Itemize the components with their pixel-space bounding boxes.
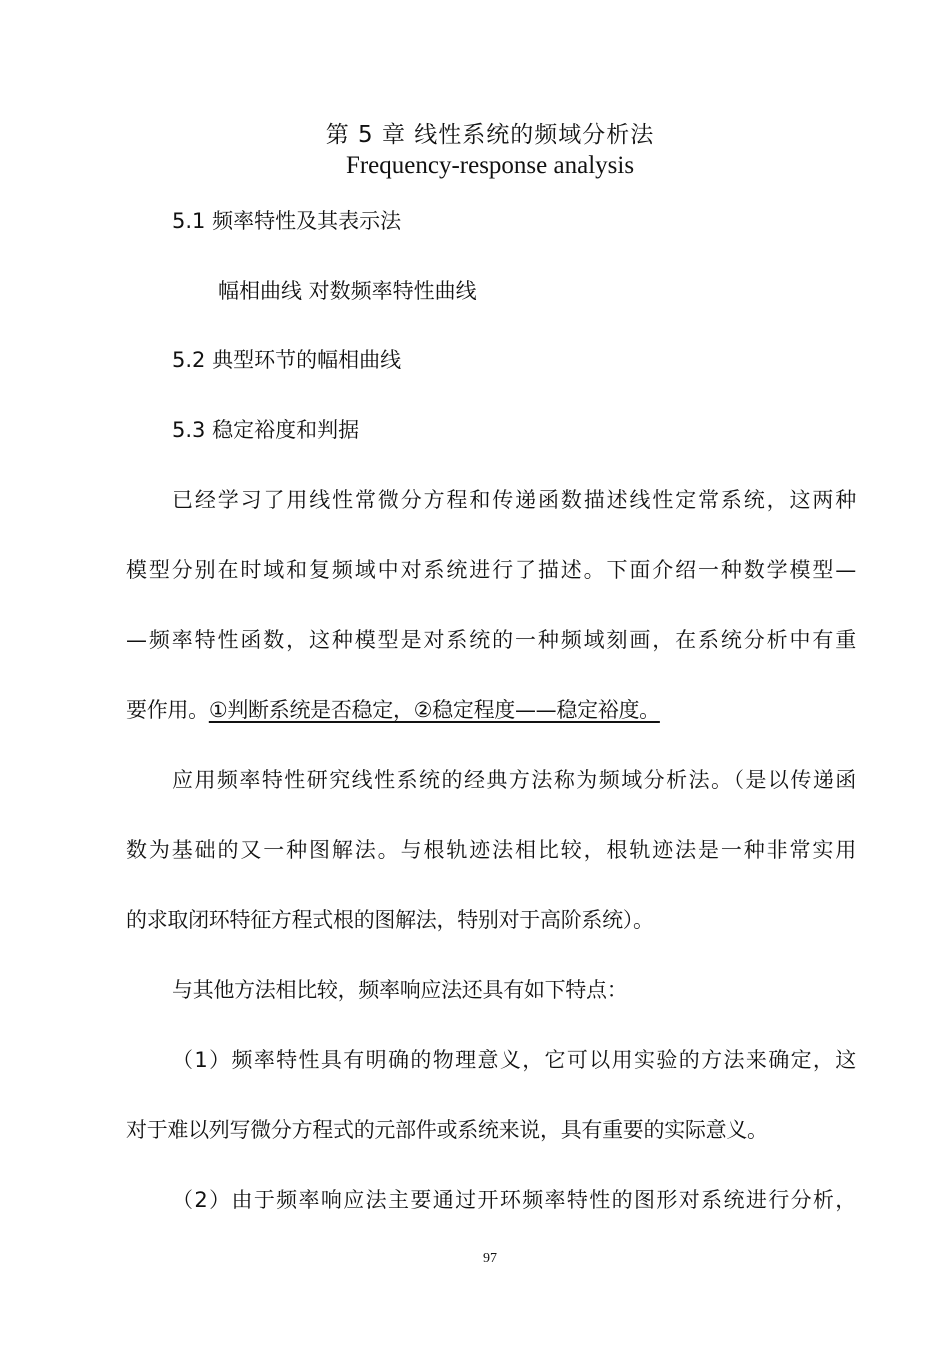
paragraph-line: 与其他方法相比较，频率响应法还具有如下特点： (172, 978, 628, 1002)
section-heading-5-1: 5.1 频率特性及其表示法 (172, 209, 402, 233)
chapter-title-english: Frequency-response analysis (345, 152, 635, 179)
paragraph-line: —频率特性函数，这种模型是对系统的一种频域刻画，在系统分析中有重 (126, 628, 856, 652)
underlined-key-points: ①判断系统是否稳定，②稳定程度——稳定裕度。 (208, 698, 660, 722)
section-heading-5-2: 5.2 典型环节的幅相曲线 (172, 348, 402, 372)
page-number: 97 (483, 1251, 497, 1266)
paragraph-line: 对于难以列写微分方程式的元部件或系统来说，具有重要的实际意义。 (126, 1118, 768, 1142)
paragraph-line (126, 694, 856, 724)
paragraph-line: 的求取闭环特征方程式根的图解法，特别对于高阶系统）。 (126, 908, 654, 932)
paragraph-line: 应用频率特性研究线性系统的经典方法称为频域分析法。（是以传递函 (172, 768, 856, 792)
paragraph-line: （2）由于频率响应法主要通过开环频率特性的图形对系统进行分析， (172, 1188, 856, 1212)
paragraph-line: 数为基础的又一种图解法。与根轨迹法相比较，根轨迹法是一种非常实用 (126, 838, 856, 862)
paragraph-line: （1）频率特性具有明确的物理意义，它可以用实验的方法来确定，这 (172, 1048, 856, 1072)
paragraph-line: 模型分别在时域和复频域中对系统进行了描述。下面介绍一种数学模型— (126, 558, 856, 582)
chapter-title-chinese: 第 5 章 线性系统的频域分析法 (325, 122, 655, 148)
paragraph-line: 已经学习了用线性常微分方程和传递函数描述线性定常系统，这两种 (172, 488, 856, 512)
paragraph-text: 要作用。 (126, 698, 209, 722)
section-heading-5-3: 5.3 稳定裕度和判据 (172, 418, 360, 442)
section-5-1-subtopics: 幅相曲线 对数频率特性曲线 (218, 279, 477, 303)
